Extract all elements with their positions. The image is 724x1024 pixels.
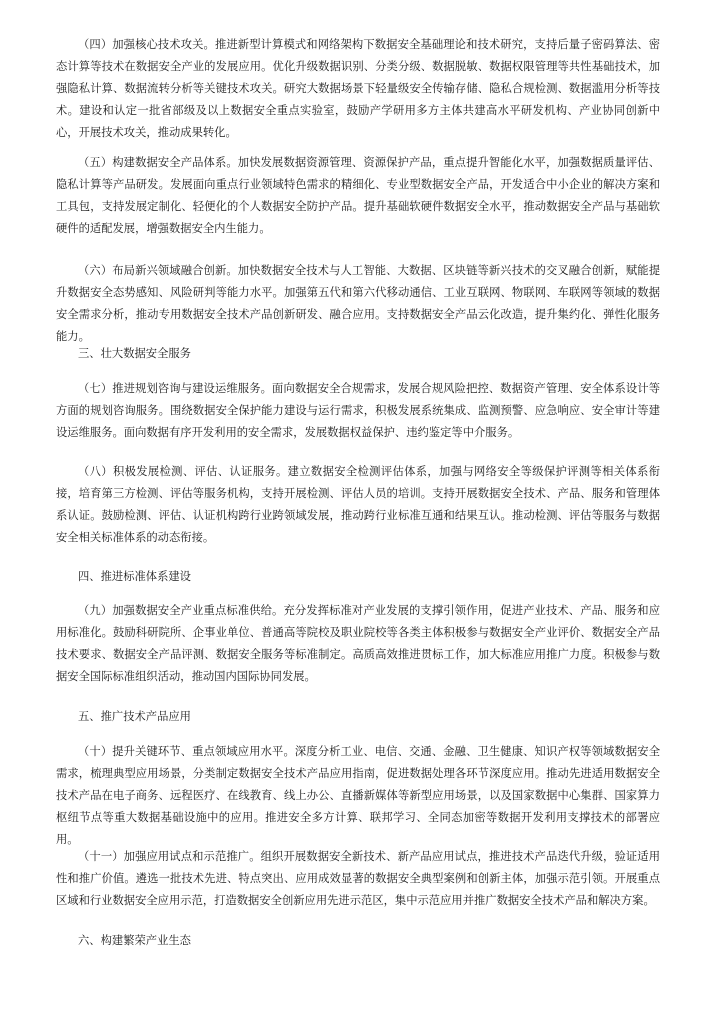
section-heading-4: 四、推进标准体系建设	[78, 570, 191, 583]
section-heading-5: 五、推广技术产品应用	[78, 710, 191, 723]
paragraph-5: （五）构建数据安全产品体系。加快发展数据资源管理、资源保护产品，重点提升智能化水平，加强数据质量评估、隐私计算等产品研发。发展面向重点行业领域特色需求的精细化、专业型数据安全产品，开发适合中小企业的解决方案和工具包，支持发展定制化、轻便化的个人数据安全防护产品。提升基础软硬件数据安全水平，推动数据安全产品与基础软硬件的适配发展，增强数据安全内生能力。	[56, 156, 660, 235]
paragraph-10: （十）提升关键环节、重点领域应用水平。深度分析工业、电信、交通、金融、卫生健康、知识产权等领域数据安全需求，梳理典型应用场景，分类制定数据安全技术产品应用指南，促进数据处理各环节深度应用。推动先进适用数据安全技术产品在电子商务、远程医疗、在线教育、线上办公、直播新媒体等新型应用场景，以及国家数据中心集群、国家算力枢纽节点等重大数据基础设施中的应用。推进安全多方计算、联邦学习、全同态加密等数据开发利用支撑技术的部署应用。	[56, 745, 660, 846]
paragraph-9: （九）加强数据安全产业重点标准供给。充分发挥标准对产业发展的支撑引领作用，促进产业技术、产品、服务和应用标准化。鼓励科研院所、企事业单位、普通高等院校及职业院校等各类主体积极参与数据安全产业评价、数据安全产品技术要求、数据安全产品评测、数据安全服务等标准制定。高质高效推进贯标工作，加大标准应用推广力度。积极参与数据安全国际标准组织活动，推动国内国际协同发展。	[56, 604, 660, 683]
paragraph-4: （四）加强核心技术攻关。推进新型计算模式和网络架构下数据安全基础理论和技术研究，支持后量子密码算法、密态计算等技术在数据安全产业的发展应用。优化升级数据识别、分类分级、数据脱敏、数据权限管理等共性基础技术，加强隐私计算、数据流转分析等关键技术攻关。研究大数据场景下轻量级安全传输存储、隐私合规检测、数据滥用分析等技术。建设和认定一批省部级及以上数据安全重点实验室，鼓励产学研用多方主体共建高水平研发机构、产业协同创新中心，开展技术攻关，推动成果转化。	[56, 38, 660, 139]
paragraph-8: （八）积极发展检测、评估、认证服务。建立数据安全检测评估体系，加强与网络安全等级保护评测等相关体系衔接，培育第三方检测、评估等服务机构，支持开展检测、评估人员的培训。支持开展数据安全技术、产品、服务和管理体系认证。鼓励检测、评估、认证机构跨行业跨领域发展，推动跨行业标准互通和结果互认。推动检测、评估等服务与数据安全相关标准体系的动态衔接。	[56, 465, 660, 544]
section-heading-3: 三、壮大数据安全服务	[78, 347, 191, 360]
paragraph-6: （六）布局新兴领域融合创新。加快数据安全技术与人工智能、大数据、区块链等新兴技术的交叉融合创新，赋能提升数据安全态势感知、风险研判等能力水平。加强第五代和第六代移动通信、工业互联网、物联网、车联网等领域的数据安全需求分析，推动专用数据安全技术产品创新研发、融合应用。支持数据安全产品云化改造，提升集约化、弹性化服务能力。	[56, 264, 660, 343]
section-heading-6: 六、构建繁荣产业生态	[78, 934, 191, 947]
paragraph-11: （十一）加强应用试点和示范推广。组织开展数据安全新技术、新产品应用试点，推进技术产品迭代升级，验证适用性和推广价值。遴选一批技术先进、特点突出、应用成效显著的数据安全典型案例和创新主体，加强示范引领。开展重点区域和行业数据安全应用示范，打造数据安全创新应用先进示范区，集中示范应用并推广数据安全技术产品和解决方案。	[56, 850, 660, 907]
paragraph-7: （七）推进规划咨询与建设运维服务。面向数据安全合规需求，发展合规风险把控、数据资产管理、安全体系设计等方面的规划咨询服务。围绕数据安全保护能力建设与运行需求，积极发展系统集成、监测预警、应急响应、安全审计等建设运维服务。面向数据有序开发利用的安全需求，发展数据权益保护、违约鉴定等中介服务。	[56, 382, 660, 439]
